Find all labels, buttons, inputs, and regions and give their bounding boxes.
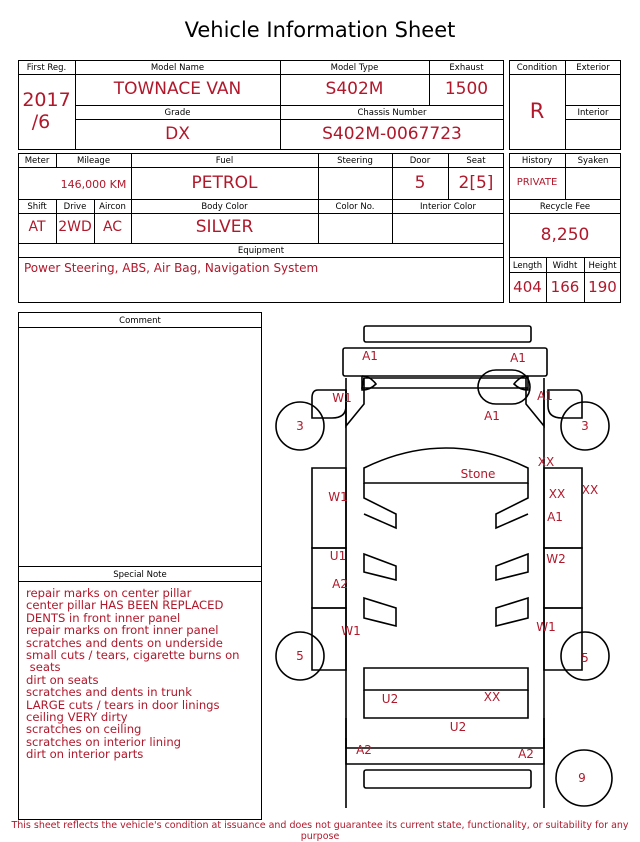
page-title: Vehicle Information Sheet <box>184 18 456 42</box>
note-item: dirt on interior parts <box>26 747 144 762</box>
car-damage-diagram <box>266 318 628 818</box>
note-item: DENTS in front inner panel <box>26 610 181 625</box>
recycle-fee-label: Recycle Fee <box>539 202 591 212</box>
length-label: Length <box>512 261 543 271</box>
rear-window-right-shape <box>496 598 528 626</box>
mark-fender-right: A1 <box>537 389 553 403</box>
rear-window-left-shape <box>364 598 396 626</box>
disclaimer-footer: This sheet reflects the vehicle's condition at issuance and does not guarantee its current state, functionality, or suitability for any purpose <box>11 820 629 842</box>
note-item: scratches and dents on underside <box>26 635 223 650</box>
chassis-value: S402M-0067723 <box>322 124 462 144</box>
interior-label: Interior <box>577 108 609 118</box>
door-label: Door <box>409 156 431 166</box>
mark-wheel-rear-right: 5 <box>581 651 589 665</box>
special-notes-list <box>26 587 260 761</box>
model-name-label: Model Name <box>150 63 205 73</box>
mark-rear-bumper-left: A2 <box>356 743 372 757</box>
note-item: scratches and dents in trunk <box>26 685 192 700</box>
mark-front-door-right-c: A1 <box>547 510 563 524</box>
meter-label: Meter <box>24 156 50 166</box>
body-color-label: Body Color <box>201 202 248 212</box>
mileage-label: Mileage <box>76 156 111 166</box>
first-reg-year: 2017 <box>22 89 71 111</box>
rear-bar-shape <box>364 770 531 788</box>
mileage-value: 146,000 KM <box>60 178 127 191</box>
special-note-label: Special Note <box>113 570 167 580</box>
comment-label: Comment <box>119 316 161 326</box>
body-color-value: SILVER <box>195 217 254 237</box>
first-reg-month: /6 <box>31 111 51 133</box>
drive-label: Drive <box>63 202 87 212</box>
mark-front-door-right-b: XX <box>581 483 599 497</box>
steering-label: Steering <box>337 156 373 166</box>
mark-center-pillar-left-a: U1 <box>329 549 347 563</box>
back-door-top-shape <box>364 668 528 690</box>
model-name-value: TOWNACE VAN <box>113 79 242 99</box>
drive-value: 2WD <box>58 219 92 235</box>
height-value: 190 <box>588 278 617 296</box>
history-label: History <box>521 156 553 166</box>
mark-front-bumper-left: A1 <box>362 349 378 363</box>
front-bar-shape <box>364 326 531 342</box>
mark-wheel-front-right: 3 <box>581 419 589 433</box>
interior-color-label: Interior Color <box>420 202 476 212</box>
side-window-left-shape <box>364 554 396 580</box>
mirror-right-shape <box>478 370 530 404</box>
seat-value: 2[5] <box>458 173 494 193</box>
front-door-left-shape <box>312 468 346 548</box>
body-outline-shape <box>346 378 544 808</box>
shift-label: Shift <box>27 202 47 212</box>
width-value: 166 <box>550 278 580 296</box>
front-door-right-shape <box>544 468 582 548</box>
door-value: 5 <box>414 173 426 193</box>
exterior-label: Exterior <box>576 63 610 73</box>
note-item: scratches on ceiling <box>26 722 142 737</box>
exhaust-label: Exhaust <box>449 63 484 73</box>
condition-label: Condition <box>516 63 558 73</box>
history-value: PRIVATE <box>516 177 558 188</box>
rear-bumper-shape <box>346 738 544 764</box>
mark-windshield: Stone <box>460 467 496 481</box>
mark-tailgate: U2 <box>449 720 467 734</box>
pillar-right-shape <box>496 483 528 528</box>
grade-label: Grade <box>164 108 191 118</box>
width-label: Widht <box>552 261 578 271</box>
windshield-shape <box>364 448 528 483</box>
mark-back-door-right: XX <box>483 690 501 704</box>
color-no-label: Color No. <box>335 202 375 212</box>
grade-value: DX <box>165 124 190 144</box>
pillar-left-shape <box>364 483 396 528</box>
equipment-label: Equipment <box>237 246 285 256</box>
side-window-right-shape <box>496 554 528 580</box>
seat-label: Seat <box>466 156 486 166</box>
mark-wheel-rear-left: 5 <box>296 649 304 663</box>
mark-rear-bumper-right: A2 <box>518 747 534 761</box>
aircon-label: Aircon <box>99 202 126 212</box>
hood-inner-shape <box>362 378 528 388</box>
mark-rear-door-right: W2 <box>546 552 566 566</box>
mark-front-door-right-a: XX <box>548 487 566 501</box>
note-item: repair marks on center pillar <box>26 586 192 600</box>
height-label: Height <box>588 261 617 271</box>
aircon-value: AC <box>102 219 123 235</box>
fuel-value: PETROL <box>191 173 258 193</box>
length-value: 404 <box>513 278 542 296</box>
note-item: dirt on seats <box>26 672 99 687</box>
exhaust-value: 1500 <box>444 79 489 99</box>
mark-a-pillar-right: XX <box>537 455 555 469</box>
mark-hood: A1 <box>484 409 500 423</box>
note-item: ceiling VERY dirty <box>26 710 128 725</box>
recycle-fee-value: 8,250 <box>540 225 590 245</box>
chassis-label: Chassis Number <box>357 108 427 118</box>
mark-center-pillar-left-b: A2 <box>332 577 348 591</box>
model-type-label: Model Type <box>330 63 379 73</box>
mark-rear-quarter-left: W1 <box>341 624 361 638</box>
mark-rear-quarter-right: W1 <box>536 620 556 634</box>
rear-quarter-right-shape <box>544 608 582 670</box>
note-item: LARGE cuts / tears in door linings <box>26 697 220 712</box>
mark-fender-left: W1 <box>332 391 352 405</box>
note-item: scratches on interior lining <box>26 734 182 749</box>
syaken-label: Syaken <box>577 156 609 166</box>
mark-front-bumper-right: A1 <box>510 351 526 365</box>
mark-back-door-left: U2 <box>381 692 399 706</box>
equipment-value: Power Steering, ABS, Air Bag, Navigation System <box>24 261 319 275</box>
condition-grade: R <box>529 99 545 123</box>
model-type-value: S402M <box>325 79 384 99</box>
note-item: center pillar HAS BEEN REPLACED <box>26 598 224 613</box>
fuel-label: Fuel <box>215 156 234 166</box>
note-item: repair marks on front inner panel <box>26 623 219 638</box>
tailgate-shape <box>346 718 544 748</box>
note-item: seats <box>26 660 61 675</box>
first-reg-label: First Reg. <box>26 63 67 73</box>
mark-front-door-left: W1 <box>328 490 348 504</box>
mark-spare-tire: 9 <box>578 771 586 785</box>
note-item: small cuts / tears, cigarette burns on <box>26 648 240 663</box>
shift-value: AT <box>28 219 46 235</box>
mark-wheel-front-left: 3 <box>296 419 304 433</box>
